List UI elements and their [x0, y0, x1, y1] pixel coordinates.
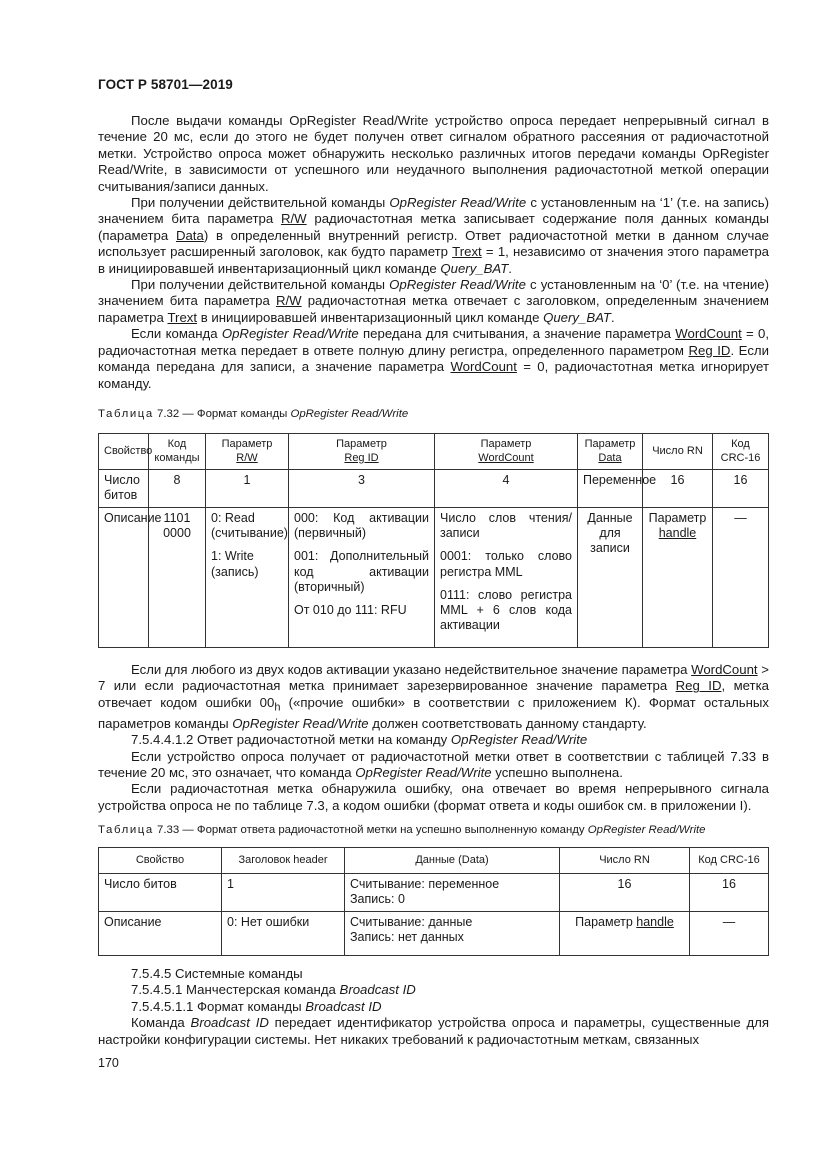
header-cell: Код команды: [149, 434, 206, 470]
table-row: [99, 874, 769, 912]
table-row: [99, 912, 769, 956]
header-cell: Свойство: [99, 848, 222, 874]
paragraph: При получении действительной команды OpRegister Read/Write с установленным на ‘0’ (т.е. на чтение) значением бита параметра R/W радиочастотная метка отвечает с заголовком, определенным значением параметра Trext в инициировавшей инвентаризационный цикл команде Query_BAT.: [98, 277, 769, 325]
table-cell: Параметр handle: [643, 508, 713, 648]
table-cell: 1: [222, 874, 345, 912]
table-cell: 1: [206, 470, 289, 508]
paragraph: Если для любого из двух кодов активации указано недействительное значение параметра WordCount > 7 или если радиочастотная метка принимает зарезервированное значение параметра Reg ID, метка отвечает кодом ошибки $00_h$ («прочие ошибки» в соответствии с приложением К). Формат остальных параметров команды OpRegister Read/Write должен соответствовать данному стандарту.: [98, 662, 770, 731]
table-cell: 16: [643, 470, 713, 508]
section-heading: 7.5.4.5 Системные команды: [131, 966, 303, 981]
command-format-table: [98, 433, 769, 648]
table-caption: Таблица 7.33 — Формат ответа радиочастотной метки на успешно выполненную команду OpRegister Read/Write: [98, 824, 706, 836]
table-cell: Число битов: [99, 470, 149, 508]
table-cell: 16: [690, 874, 769, 912]
header-cell: Параметр WordCount: [435, 434, 578, 470]
table-cell: Данные для записи: [578, 508, 643, 648]
table-cell: Число слов чтения/записи 0001: только слово регистра MML 0111: слово регистра MML + 6 слов кода активации: [435, 508, 578, 648]
table-cell: 3: [289, 470, 435, 508]
table-cell: 1101 0000: [149, 508, 206, 648]
header-cell: Свойство: [99, 434, 149, 470]
paragraph: Команда Broadcast ID передает идентификатор устройства опроса и параметры, существенные для настройки конфигурации системы. Нет никаких требований к радиочастотным меткам, связанных: [98, 1015, 769, 1047]
table-cell: 0: Нет ошибки: [222, 912, 345, 956]
header-cell: Код CRC-16: [690, 848, 769, 874]
header-cell: Заголовок header: [222, 848, 345, 874]
table-cell: 16: [713, 470, 769, 508]
header-cell: Данные (Data): [345, 848, 560, 874]
document-header: ГОСТ Р 58701—2019: [98, 77, 233, 92]
table-cell: —: [713, 508, 769, 648]
paragraph: При получении действительной команды OpRegister Read/Write с установленным на ‘1’ (т.е. на запись) значением бита параметра R/W радиочастотная метка записывает содержание поля данных команды (параметра Data) в определенный внутренний регистр. Ответ радиочастотной метки в данном случае использует расширенный заголовок, как будто параметр Trext = 1, независимо от значения этого параметра в инициировавшей инвентаризационный цикл команде Query_BAT.: [98, 195, 770, 276]
table-row: [99, 508, 769, 648]
header-cell: Параметр Data: [578, 434, 643, 470]
response-format-table: [98, 847, 769, 956]
header-cell: Параметр Reg ID: [289, 434, 435, 470]
header-cell: Число RN: [560, 848, 690, 874]
section-heading: 7.5.4.5.1 Манчестерская команда Broadcast ID: [131, 982, 416, 998]
table-cell: 000: Код активации (первичный) 001: Дополнительный код активации (вторичный) От 010 до 111: RFU: [289, 508, 435, 648]
table-caption: Таблица 7.32 — Формат команды OpRegister Read/Write: [98, 408, 409, 420]
table-cell: Переменное: [578, 470, 643, 508]
table-header-row: [99, 434, 769, 470]
bottom-section: [98, 966, 769, 1048]
table-cell: 0: Read (считывание) 1: Write (запись): [206, 508, 289, 648]
paragraph: После выдачи команды OpRegister Read/Write устройство опроса передает непрерывный сигнал в течение 20 мс, если до этого не будет получен ответ сигналом обратного рассеяния от радиочастотной метки. Устройство опроса может обнаружить несколько различных итогов передачи команды OpRegister Read/Write, в зависимости от успешного или неудачного выполнения радиочастотной меткой операции считывания/записи данных.: [98, 113, 769, 194]
mid-section: [98, 662, 769, 814]
table-row: [99, 470, 769, 508]
header-cell: Число RN: [643, 434, 713, 470]
section-heading: 7.5.4.4.1.2 Ответ радиочастотной метки на команду OpRegister Read/Write: [131, 732, 588, 748]
table-cell: Описание: [99, 508, 149, 648]
table-cell: Считывание: переменное Запись: 0: [345, 874, 560, 912]
header-cell: Код CRC-16: [713, 434, 769, 470]
intro-section: [98, 113, 769, 392]
table-header-row: [99, 848, 769, 874]
table-cell: 16: [560, 874, 690, 912]
table-cell: Описание: [99, 912, 222, 956]
table-cell: Число битов: [99, 874, 222, 912]
table-cell: 8: [149, 470, 206, 508]
page-number: 170: [98, 1056, 119, 1070]
table-cell: 4: [435, 470, 578, 508]
paragraph: Если команда OpRegister Read/Write передана для считывания, а значение параметра WordCount = 0, радиочастотная метка передает в ответе полную длину регистра, определенного параметром Reg ID. Если команда передана для записи, а значение параметра WordCount = 0, радиочастотная метка игнорирует команду.: [98, 326, 769, 391]
header-cell: Параметр R/W: [206, 434, 289, 470]
paragraph: Если радиочастотная метка обнаружила ошибку, она отвечает во время непрерывного сигнала устройства опроса не по таблице 7.3, а кодом ошибки (формат ответа и коды ошибок см. в приложении I).: [98, 781, 769, 813]
table-cell: Считывание: данные Запись: нет данных: [345, 912, 560, 956]
paragraph: Если устройство опроса получает от радиочастотной метки ответ в соответствии с таблицей 7.33 в течение 20 мс, это означает, что команда OpRegister Read/Write успешно выполнена.: [98, 748, 769, 781]
section-heading: 7.5.4.5.1.1 Формат команды Broadcast ID: [131, 998, 382, 1014]
table-cell: —: [690, 912, 769, 956]
table-cell: Параметр handle: [560, 912, 690, 956]
